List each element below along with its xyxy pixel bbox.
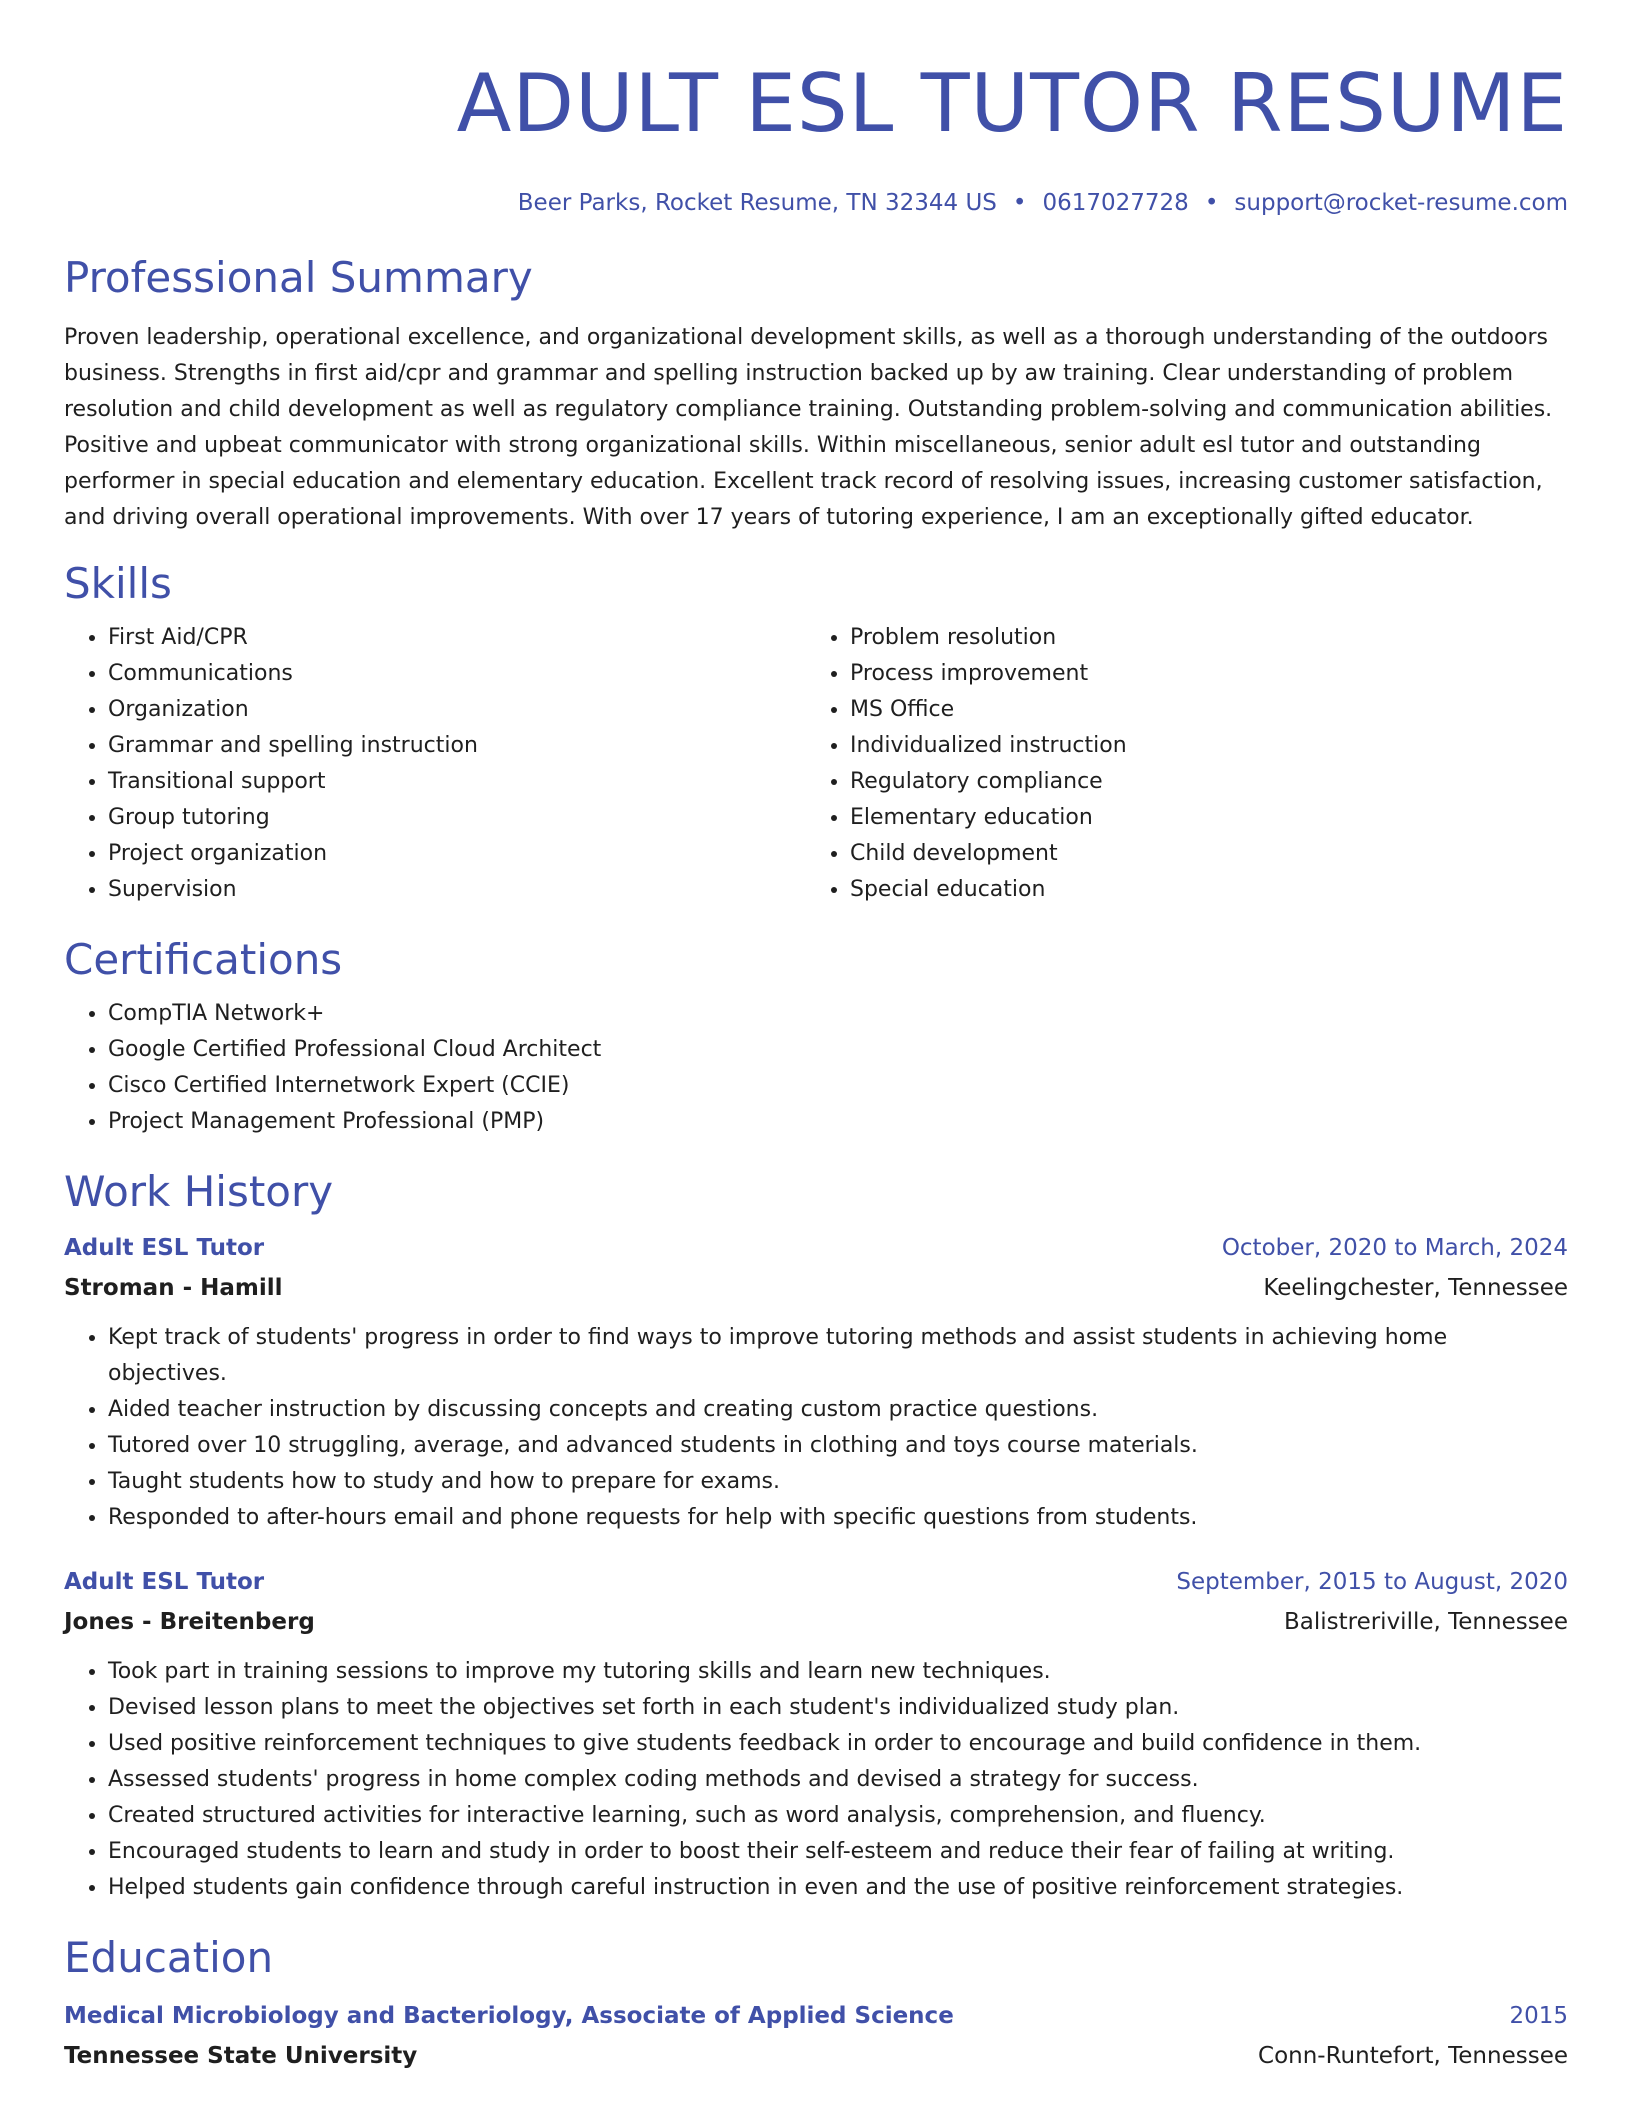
skill-item: • Regulatory compliance xyxy=(850,764,1548,800)
job-duties-list xyxy=(64,1320,1568,1536)
education-degree: Medical Microbiology and Bacteriology, Associate of Applied Science xyxy=(64,2003,954,2029)
job-duty: • Took part in training sessions to improve my tutoring skills and learn new techniques. xyxy=(108,1654,1568,1690)
contact-phone: 0617027728 xyxy=(1042,190,1189,216)
skill-item: • Problem resolution xyxy=(850,620,1548,656)
skill-item: • Transitional support xyxy=(108,764,806,800)
contact-separator: • xyxy=(1012,190,1027,216)
skill-item: • Special education xyxy=(850,872,1548,908)
job-dates: September, 2015 to August, 2020 xyxy=(1176,1569,1568,1595)
skills-list-right xyxy=(806,620,1548,908)
job-duty: • Assessed students' progress in home complex coding methods and devised a strategy for success. xyxy=(108,1762,1568,1798)
job-subheader xyxy=(64,1268,1568,1308)
skills-column-left xyxy=(64,620,806,908)
job-duties-list xyxy=(64,1654,1568,1906)
contact-address: Beer Parks, Rocket Resume, TN 32344 US xyxy=(517,190,997,216)
skill-item: • Group tutoring xyxy=(108,800,806,836)
skills-columns xyxy=(64,620,1568,908)
education-header xyxy=(64,1996,1568,2036)
education-section xyxy=(64,1932,1568,2076)
skill-item: • Elementary education xyxy=(850,800,1548,836)
job-duty: • Responded to after-hours email and phone requests for help with specific questions from students. xyxy=(108,1500,1568,1536)
skill-item: • Communications xyxy=(108,656,806,692)
work-history-heading: Work History xyxy=(64,1167,334,1216)
skill-item: • Grammar and spelling instruction xyxy=(108,728,806,764)
job-subheader xyxy=(64,1602,1568,1642)
certifications-heading: Certifications xyxy=(64,935,343,984)
skill-item: • Supervision xyxy=(108,872,806,908)
job-duty: • Taught students how to study and how to prepare for exams. xyxy=(108,1464,1568,1500)
job-duty: • Encouraged students to learn and study in order to boost their self-esteem and reduce their fear of failing at writing. xyxy=(108,1834,1568,1870)
summary-text: Proven leadership, operational excellence, and organizational development skills, as well as a thorough understanding of the outdoors business. Strengths in first aid/cpr and grammar and spelling instruction backed up by aw training. Clear understanding of problem resolution and child development as well as regulatory compliance training. Outstanding problem-solving and communication abilities. Positive and upbeat communicator with strong organizational skills. Within miscellaneous, senior adult esl tutor and outstanding performer in special education and elementary education. Excellent track record of resolving issues, increasing customer satisfaction, and driving overall operational improvements. With over 17 years of tutoring experience, I am an exceptionally gifted educator. xyxy=(64,325,1553,530)
education-location: Conn-Runtefort, Tennessee xyxy=(1258,2043,1568,2069)
skills-heading: Skills xyxy=(64,559,172,608)
job-duty: • Kept track of students' progress in order to find ways to improve tutoring methods and assist students in achieving home objectives. xyxy=(108,1320,1568,1392)
education-heading: Education xyxy=(64,1933,274,1982)
job-company: Jones - Breitenberg xyxy=(64,1609,315,1635)
job-duty: • Helped students gain confidence through careful instruction in even and the use of positive reinforcement strategies. xyxy=(108,1870,1568,1906)
certification-item: • Google Certified Professional Cloud Architect xyxy=(108,1032,1568,1068)
contact-line xyxy=(64,188,1568,218)
skill-item: • First Aid/CPR xyxy=(108,620,806,656)
education-subheader xyxy=(64,2036,1568,2076)
certification-item: • Project Management Professional (PMP) xyxy=(108,1104,1568,1140)
certifications-list xyxy=(64,996,1568,1140)
job-header xyxy=(64,1562,1568,1602)
work-history-section xyxy=(64,1166,1568,1906)
summary-section xyxy=(64,252,1568,536)
job-location: Keelingchester, Tennessee xyxy=(1263,1275,1568,1301)
certifications-section xyxy=(64,934,1568,1140)
skills-list-left xyxy=(64,620,806,908)
skill-item: • Project organization xyxy=(108,836,806,872)
job-entry xyxy=(64,1228,1568,1536)
job-dates: October, 2020 to March, 2024 xyxy=(1221,1235,1568,1261)
contact-email: support@rocket-resume.com xyxy=(1234,190,1568,216)
job-header xyxy=(64,1228,1568,1268)
job-duty: • Devised lesson plans to meet the objectives set forth in each student's individualized study plan. xyxy=(108,1690,1568,1726)
certification-item: • CompTIA Network+ xyxy=(108,996,1568,1032)
job-duty: • Aided teacher instruction by discussing concepts and creating custom practice questions. xyxy=(108,1392,1568,1428)
job-title: Adult ESL Tutor xyxy=(64,1569,265,1595)
job-company: Stroman - Hamill xyxy=(64,1275,283,1301)
job-title: Adult ESL Tutor xyxy=(64,1235,265,1261)
education-year: 2015 xyxy=(1509,2003,1568,2029)
education-school: Tennessee State University xyxy=(64,2043,418,2069)
job-duty: • Used positive reinforcement techniques to give students feedback in order to encourage and build confidence in them. xyxy=(108,1726,1568,1762)
skills-section xyxy=(64,558,1568,908)
skill-item: • Process improvement xyxy=(850,656,1548,692)
job-duty: • Tutored over 10 struggling, average, and advanced students in clothing and toys course materials. xyxy=(108,1428,1568,1464)
skill-item: • MS Office xyxy=(850,692,1548,728)
skill-item: • Organization xyxy=(108,692,806,728)
job-entry xyxy=(64,1562,1568,1906)
skills-column-right xyxy=(806,620,1548,908)
skill-item: • Individualized instruction xyxy=(850,728,1548,764)
summary-heading: Professional Summary xyxy=(64,253,533,302)
certification-item: • Cisco Certified Internetwork Expert (CCIE) xyxy=(108,1068,1568,1104)
job-location: Balistreriville, Tennessee xyxy=(1283,1609,1568,1635)
contact-separator: • xyxy=(1204,190,1219,216)
resume-title: ADULT ESL TUTOR RESUME xyxy=(456,57,1568,150)
skill-item: • Child development xyxy=(850,836,1548,872)
job-duty: • Created structured activities for interactive learning, such as word analysis, comprehension, and fluency. xyxy=(108,1798,1568,1834)
